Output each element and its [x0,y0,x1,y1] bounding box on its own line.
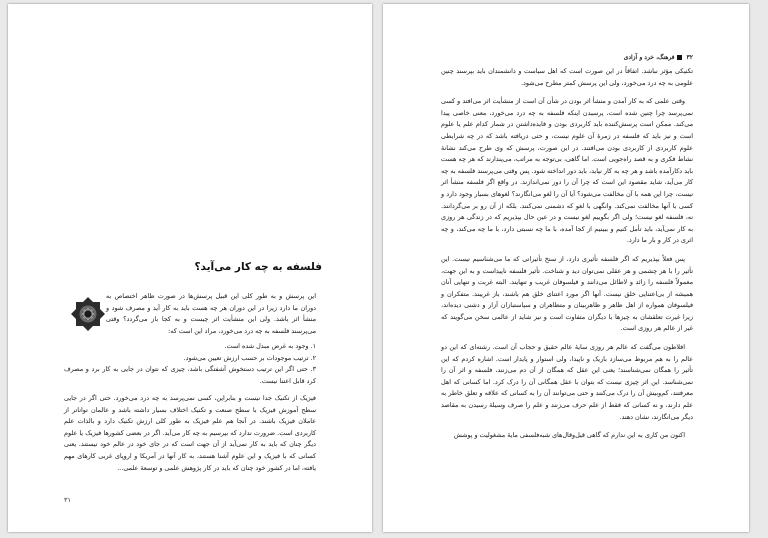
body-paragraph: فیزیک از تکنیک جدا نیست و بنابراین، کسی نمی‌پرسد به چه درد می‌خورد. حتی اگر در جایی سطح آموزش فیزیک با سطح صنعت و تکنیک اختلاف بسیار داشته باشد و عالمان تواناتر از عاملان فیزیک باشند. در آنجا هم علم فیزیک به طور کلی ارزش تکنیک دارد و بالذات علم کاربردی است. ضرورت ندارد که بپرسیم به چه کار می‌آید. اگر در بعضی کشورها فیزیک یا علوم دیگر چنان که باید به کار نمی‌آید از آن جهت است که در جای خود در عالم خود نیستند. یعنی کسانی که با فیزیک و این علوم آشنا هستند، به کار آنها در آمریکا و اروپای غربی کارهای مهم یافته، اما در کشور خود چنان که باید در کار پژوهش علمی و توسعهٔ علمی... [64,394,316,472]
page-number: ۳۱ [64,496,71,504]
running-head-page-number: ۳۲ [686,54,693,61]
left-page [8,4,372,532]
running-head-title: فرهنگ، خرد و آزادی [623,54,675,61]
running-head [441,54,693,61]
list-item: ۳. حتی اگر این ترتیب دستخوش آشفتگی باشد، چیزی که نتوان در جایی به کار برد و مصرف کرد قابل اعتنا نیست. [64,365,316,385]
ornamental-star-icon [68,294,108,334]
paragraph: افلاطون می‌گفت که عالم هر روزی سایهٔ عالم حقیق و حجاب آن است. رشته‌ای که این دو عالم را به هم مربوط می‌سازد باریک و ناپیدا، ولی استوار و پایدار است. اشاره کردم که این تأثیر را همگان نمی‌شناسند؛ یعنی این عقل که همگان از آن دم می‌زنند، فلسفه و اثر آن را نمی‌شناسد. این اثر چیزی نیست که بتوان با عقل همگانی آن را درک کرد. اما کسانی که اهل معرفتند، کم‌وبیش آن را درک می‌کنند و حتی می‌توانند آن را به کسانی که علاقه و تعلق خاطر به علم دارند، و نه کسانی که فقط از علم حرف می‌زنند و علم را صرف وسیلهٔ رسیدن به مقاصد دیگر می‌انگارند، نشان دهند. [441,343,693,421]
chapter-title: فلسفه به چه کار می‌آید؟ [194,261,322,273]
list-item: ۱. وجود به غرض مبدل شده است. [224,342,316,350]
paragraph: وقتی علمی که به کار آمدن و منشأ اثر بودن در شأن آن است از منشأیت اثر می‌افتد و کسی نمی‌پرسد چرا چنین شده است، پرسیدن اینکه فلسفه به چه درد می‌خورد، معنی خاصی پیدا می‌کند. ممکن است پرسش‌کننده باید کاربردی بودن و فایده‌داشتن در شمار کدام علم یا علوم است و نیز باید که فلسفه در زمرهٔ آن علوم نیست، و حتی دریافته باشد که در چه شرایطی علوم کاربردی از کاربردی بودن می‌افتند. در این صورت، پرسش که وی طرح می‌کند نشانهٔ نشاط فکری و به قصد راه‌جویی است. اما گاهی، بی‌توجه به مراتب، می‌پندارند که هر چه هست باید دکارآمده باشد و هر چه به کار نیاید، باید دور انداخته شود. پس وقتی می‌پرسند فلسفه به چه کار می‌آید، شاید مقصود این است که چرا آن را دور نمی‌اندازند. در واقع اگر فلسفه منشأ اثر نیست، چرا این همه با آن مخالفت می‌شود؟ آیا آن را لغو می‌انگارند؟ لغوهای بسیار وجود دارد و کسی با آنها مخالفت نمی‌کند. وانگهی با لغو که دشمنی نمی‌کنند. بلکه از آن رو بر می‌گردانند. نه، فلسفه لغو نیست؛ ولی اگر بگوییم لغو نیست و در عین حال بپذیریم که در زندگی هر روزی به کار نمی‌آید، باید تأمل کنیم و ببینیم از کجا آمده، با ما چه نسبتی دارد، با ما چه می‌کند، و چه اثری در کار و بار ما دارد. [441,97,693,245]
right-page [383,4,749,532]
paragraph: پس فعلاً بپذیریم که اگر فلسفه تأثیری دارد، از سنخ تأثیراتی که ما می‌شناسیم نیست. این تأثیر را با هر چشمی و هر عقلی نمی‌توان دید و شناخت. تأثیر فلسفه ناپیداست و به این جهت، معمولاً فلسفه را زائد و لاطائل می‌دانند و فیلسوفان غریب و تنهایند. البته غربت و تنهایی آنان همیشه از بی‌اعتنایی خلق نیست. آنها اگر مورد اعتنای خلق هم باشند، باز غریبند. متفکران و فیلسوفان همواره از اهل ظاهر و ظاهربینان و متظاهران و سیاستبازان آزار و دشنی دیده‌اند، زیرا غیرت تعلقشان به چیزها با دیگران متفاوت است و نیز شاید از عالمی سخن می‌گویند که غیر از عالم هر روزی است. [441,254,693,333]
paragraph: تکنیکی مؤثر نباشد. اتفاقاً در این صورت است که اهل سیاست و دانشمندان باید بپرسند چنین علومی به چه درد می‌خورد، ولی این پرسش کمتر مطرح می‌شود. [441,67,693,87]
right-body [441,66,693,442]
paragraph: اکنون من کاری به این ندارم که گاهی قیل‌وقال‌های شبه‌فلسفی مایهٔ مشغولیت و پوشش [453,431,685,440]
bullet-square-icon [677,55,682,60]
intro-paragraph: این پرسش و به طور کلی این قبیل پرسش‌ها در صورت ظاهر اختصاص به دوران ما دارد زیرا در این دوران هر چه هست باید به کار آید و مصرف شود و منشأ اثر باشد. ولی این منشأیت اثر چیست و به کجا باز می‌گردد؟ وقتی می‌پرسند فلسفه به چه درد می‌خورد، مراد این است که: [106,292,316,335]
numbered-list [64,341,316,387]
list-item: ۲. ترتیب موجودات بر حسب ارزش تعیین می‌شود. [183,353,316,362]
